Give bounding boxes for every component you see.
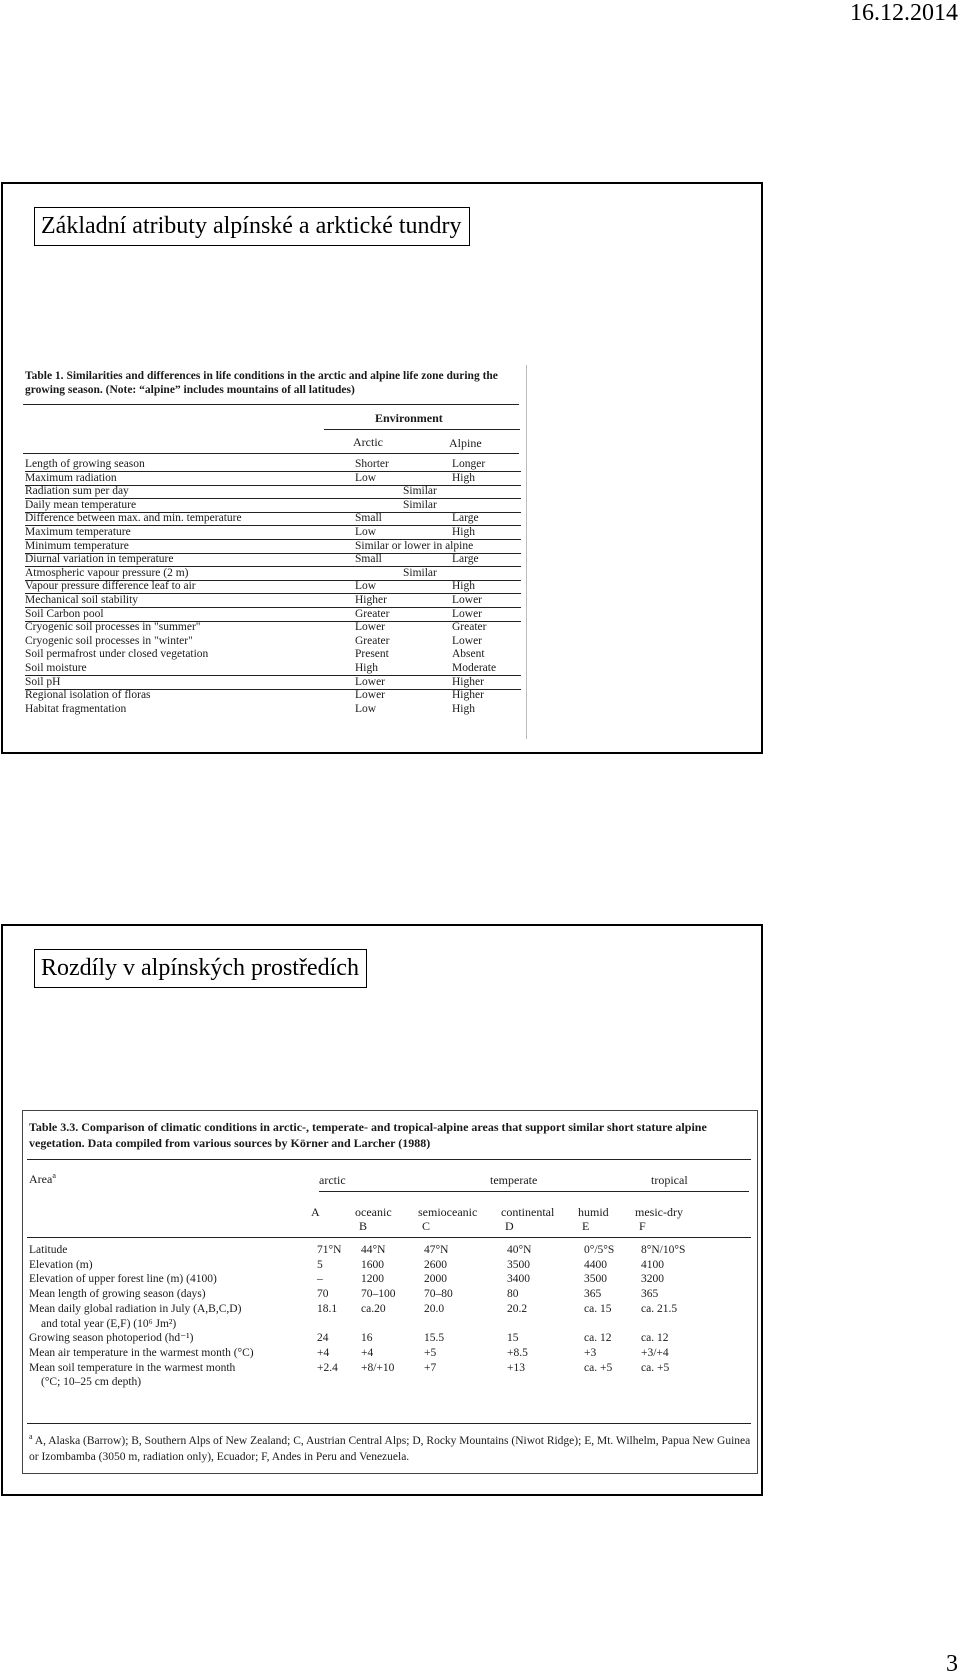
table-row	[25, 634, 521, 648]
cell-value: ca. 12	[641, 1332, 669, 1345]
row-label: Mean soil temperature in the warmest month	[29, 1361, 236, 1374]
column-letter: C	[422, 1219, 431, 1233]
environment-header: Environment	[375, 411, 443, 425]
row-parameter: Diurnal variation in temperature	[25, 553, 174, 566]
arctic-value: Shorter	[355, 458, 389, 470]
area-label: Area	[29, 1172, 53, 1186]
row-parameter: Minimum temperature	[25, 539, 129, 552]
alpine-value: Moderate	[452, 662, 497, 674]
cell-value: 16	[361, 1332, 373, 1345]
row-parameter: Soil moisture	[25, 662, 87, 674]
table-3-3-caption-text: Comparison of climatic conditions in arctic-, temperate- and tropical-alpine areas that support similar short stature alpine vegetation. Data compiled from various sources by Körner and Larcher (1988)	[29, 1120, 707, 1150]
cell-value: 5	[317, 1258, 323, 1271]
column-letter: D	[505, 1219, 514, 1233]
table-row	[29, 1302, 749, 1316]
row-parameter: Soil permafrost under closed vegetation	[25, 648, 209, 661]
alpine-value: Lower	[452, 607, 483, 620]
table-3-3-footnote	[29, 1429, 751, 1465]
row-parameter: Length of growing season	[25, 458, 145, 470]
table-row	[25, 620, 521, 634]
column-name: humid	[578, 1205, 609, 1219]
row-parameter: Daily mean temperature	[25, 498, 137, 511]
cell-value: ca.20	[361, 1302, 386, 1315]
column-name: continental	[501, 1205, 555, 1219]
row-label: Mean length of growing season (days)	[29, 1288, 206, 1301]
alpine-value: High	[452, 471, 475, 484]
cell-value: 8°N/10°S	[641, 1244, 686, 1256]
cell-value: ca. +5	[584, 1361, 613, 1374]
arctic-value: Small	[355, 512, 382, 525]
cell-value: ca. 15	[584, 1302, 612, 1315]
alpine-value: Large	[452, 512, 479, 525]
cell-value: 20.0	[424, 1302, 445, 1315]
table-row	[29, 1375, 749, 1389]
alpine-value: Lower	[452, 594, 483, 606]
cell-value: 2600	[424, 1258, 447, 1271]
environment-rule	[324, 429, 520, 430]
column-letter: B	[359, 1219, 368, 1233]
row-parameter: Mechanical soil stability	[25, 594, 139, 606]
slide-1	[1, 182, 763, 754]
row-parameter: Cryogenic soil processes in "summer"	[25, 621, 201, 634]
cell-value: 2000	[424, 1273, 447, 1286]
group-temperate: temperate	[490, 1173, 538, 1187]
table-1-scan	[19, 365, 527, 739]
footnote-mark: a	[29, 1432, 33, 1441]
row-parameter: Maximum radiation	[25, 471, 117, 484]
row-parameter: Difference between max. and min. temperature	[25, 512, 242, 525]
row-parameter: Radiation sum per day	[25, 485, 129, 498]
cell-value: 15	[507, 1332, 519, 1345]
body-rule-2	[27, 1423, 751, 1424]
column-name: oceanic	[355, 1205, 392, 1219]
row-parameter: Vapour pressure difference leaf to air	[25, 580, 196, 593]
footnote-text: A, Alaska (Barrow); B, Southern Alps of New Zealand; C, Austrian Central Alps; D, Rocky Mountains (Niwot Ridge); E, Mt. Wilhelm, Papua New Guinea or Izombamba (3050 m, radiation only), Ecuador; F, Andes in Peru and Venezuela.	[29, 1434, 751, 1463]
cell-value: +4	[361, 1346, 374, 1359]
row-label: Mean daily global radiation in July (A,B,C,D)	[29, 1302, 242, 1315]
row-parameter: Habitat fragmentation	[25, 702, 127, 715]
cell-value: ca. +5	[641, 1361, 670, 1374]
header-rule-2	[27, 1237, 751, 1238]
page-number: 3	[946, 1651, 958, 1677]
arctic-value: Lower	[355, 621, 386, 634]
arctic-column-header: Arctic	[353, 435, 383, 449]
print-date: 16.12.2014	[850, 0, 958, 26]
caption-rule	[23, 404, 519, 405]
area-footnote-mark: a	[52, 1171, 56, 1180]
arctic-value: Low	[355, 580, 377, 593]
slide-2-title: Rozdíly v alpínských prostředích	[34, 949, 367, 988]
row-parameter: Soil pH	[25, 675, 61, 688]
row-parameter: Regional isolation of floras	[25, 689, 151, 702]
row-parameter: Maximum temperature	[25, 526, 131, 538]
similar-value: Similar	[403, 566, 437, 579]
table-1-caption	[25, 369, 520, 397]
alpine-value: Greater	[452, 621, 487, 634]
table-1-caption-text: Similarities and differences in life conditions in the arctic and alpine life zone during the growing season. (Note: “alpine” includes mountains of all latitudes)	[25, 370, 498, 396]
cell-value: 70	[317, 1288, 329, 1301]
arctic-value: High	[355, 662, 378, 674]
cell-value: 3500	[584, 1273, 607, 1286]
arctic-value: Low	[355, 702, 377, 715]
caption-rule-2	[27, 1159, 751, 1160]
cell-value: ca. 12	[584, 1332, 612, 1345]
cell-value: +8/+10	[361, 1361, 395, 1374]
cell-value: 80	[507, 1288, 519, 1301]
cell-value: 15.5	[424, 1332, 445, 1345]
table-row	[29, 1361, 749, 1375]
arctic-value: Higher	[355, 594, 387, 606]
arctic-value: Low	[355, 471, 377, 484]
column-letter: E	[582, 1219, 590, 1233]
column-letter: F	[639, 1219, 646, 1233]
cell-value: +7	[424, 1361, 437, 1374]
cell-value: –	[317, 1273, 323, 1286]
cell-value: +13	[507, 1361, 525, 1374]
cell-value: 40°N	[507, 1244, 532, 1256]
alpine-value: Higher	[452, 689, 484, 702]
alpine-value: High	[452, 526, 475, 538]
row-label: (°C; 10–25 cm depth)	[41, 1376, 142, 1389]
similar-value: Similar	[403, 485, 437, 498]
arctic-value: Greater	[355, 634, 390, 647]
alpine-value: Lower	[452, 634, 483, 647]
row-label: Elevation (m)	[29, 1258, 93, 1271]
cell-value: 4100	[641, 1258, 664, 1271]
row-label: Growing season photoperiod (hd⁻¹)	[29, 1332, 194, 1345]
table-row	[29, 1287, 749, 1301]
cell-value: 365	[641, 1288, 659, 1301]
cell-value: 24	[317, 1332, 329, 1345]
column-name: mesic-dry	[635, 1205, 683, 1219]
table-row	[29, 1243, 749, 1257]
table-1-label: Table 1.	[25, 370, 64, 382]
similar-value: Similar	[403, 498, 437, 511]
arctic-value: Similar or lower in alpine	[355, 539, 474, 552]
cell-value: 1200	[361, 1273, 384, 1286]
arctic-value: Lower	[355, 689, 386, 702]
cell-value: +3/+4	[641, 1346, 669, 1359]
column-name: semioceanic	[418, 1205, 478, 1219]
cell-value: 3400	[507, 1273, 530, 1286]
table-row	[25, 647, 521, 661]
cell-value: 47°N	[424, 1244, 449, 1256]
cell-value: 365	[584, 1288, 602, 1301]
row-parameter: Atmospheric vapour pressure (2 m)	[25, 566, 189, 579]
cell-value: ca. 21.5	[641, 1302, 678, 1315]
cell-value: 44°N	[361, 1244, 386, 1256]
group-arctic: arctic	[319, 1173, 346, 1187]
cell-value: +4	[317, 1346, 330, 1359]
row-label: Mean air temperature in the warmest month (°C)	[29, 1346, 254, 1359]
cell-value: 3500	[507, 1258, 530, 1271]
row-parameter: Cryogenic soil processes in "winter"	[25, 634, 193, 647]
table-row	[29, 1346, 749, 1360]
row-label: Latitude	[29, 1244, 68, 1256]
arctic-value: Lower	[355, 675, 386, 688]
alpine-value: Large	[452, 553, 479, 566]
table-3-3-label: Table 3.3.	[29, 1120, 79, 1134]
table-row	[25, 702, 521, 716]
slide-2	[1, 924, 763, 1496]
alpine-value: Longer	[452, 458, 486, 470]
slide-1-title: Základní atributy alpínské a arktické tundry	[34, 207, 470, 246]
arctic-value: Present	[355, 648, 389, 661]
table-row	[29, 1317, 749, 1331]
cell-value: 71°N	[317, 1244, 342, 1256]
table-row	[25, 688, 521, 702]
table-3-3-scan	[22, 1110, 758, 1474]
header-rule	[23, 453, 519, 454]
row-label: and total year (E,F) (10⁶ Jm²)	[41, 1317, 177, 1330]
arctic-value: Small	[355, 553, 382, 566]
cell-value: 18.1	[317, 1302, 338, 1315]
cell-value: 1600	[361, 1258, 384, 1271]
table-row	[29, 1258, 749, 1272]
alpine-value: Absent	[452, 648, 485, 661]
alpine-value: High	[452, 702, 475, 715]
cell-value: 3200	[641, 1273, 664, 1286]
cell-value: +5	[424, 1346, 437, 1359]
cell-value: +8.5	[507, 1346, 528, 1359]
area-header	[29, 1171, 56, 1187]
cell-value: 20.2	[507, 1302, 528, 1315]
arctic-value: Low	[355, 526, 377, 538]
cell-value: 0°/5°S	[584, 1244, 615, 1256]
alpine-value: Higher	[452, 675, 484, 688]
cell-value: 4400	[584, 1258, 607, 1271]
group-rule	[319, 1191, 749, 1192]
cell-value: 70–100	[361, 1288, 396, 1301]
cell-value: +2.4	[317, 1361, 338, 1374]
table-3-3-caption	[29, 1119, 749, 1151]
cell-value: 70–80	[424, 1288, 453, 1301]
alpine-column-header: Alpine	[449, 436, 482, 450]
table-row	[29, 1331, 749, 1345]
table-row	[29, 1272, 749, 1286]
row-label: Elevation of upper forest line (m) (4100)	[29, 1273, 217, 1286]
alpine-value: High	[452, 580, 475, 593]
arctic-value: Greater	[355, 607, 390, 620]
row-parameter: Soil Carbon pool	[25, 607, 104, 620]
cell-value: +3	[584, 1346, 597, 1359]
group-tropical: tropical	[651, 1173, 688, 1187]
column-letter: A	[311, 1205, 320, 1219]
